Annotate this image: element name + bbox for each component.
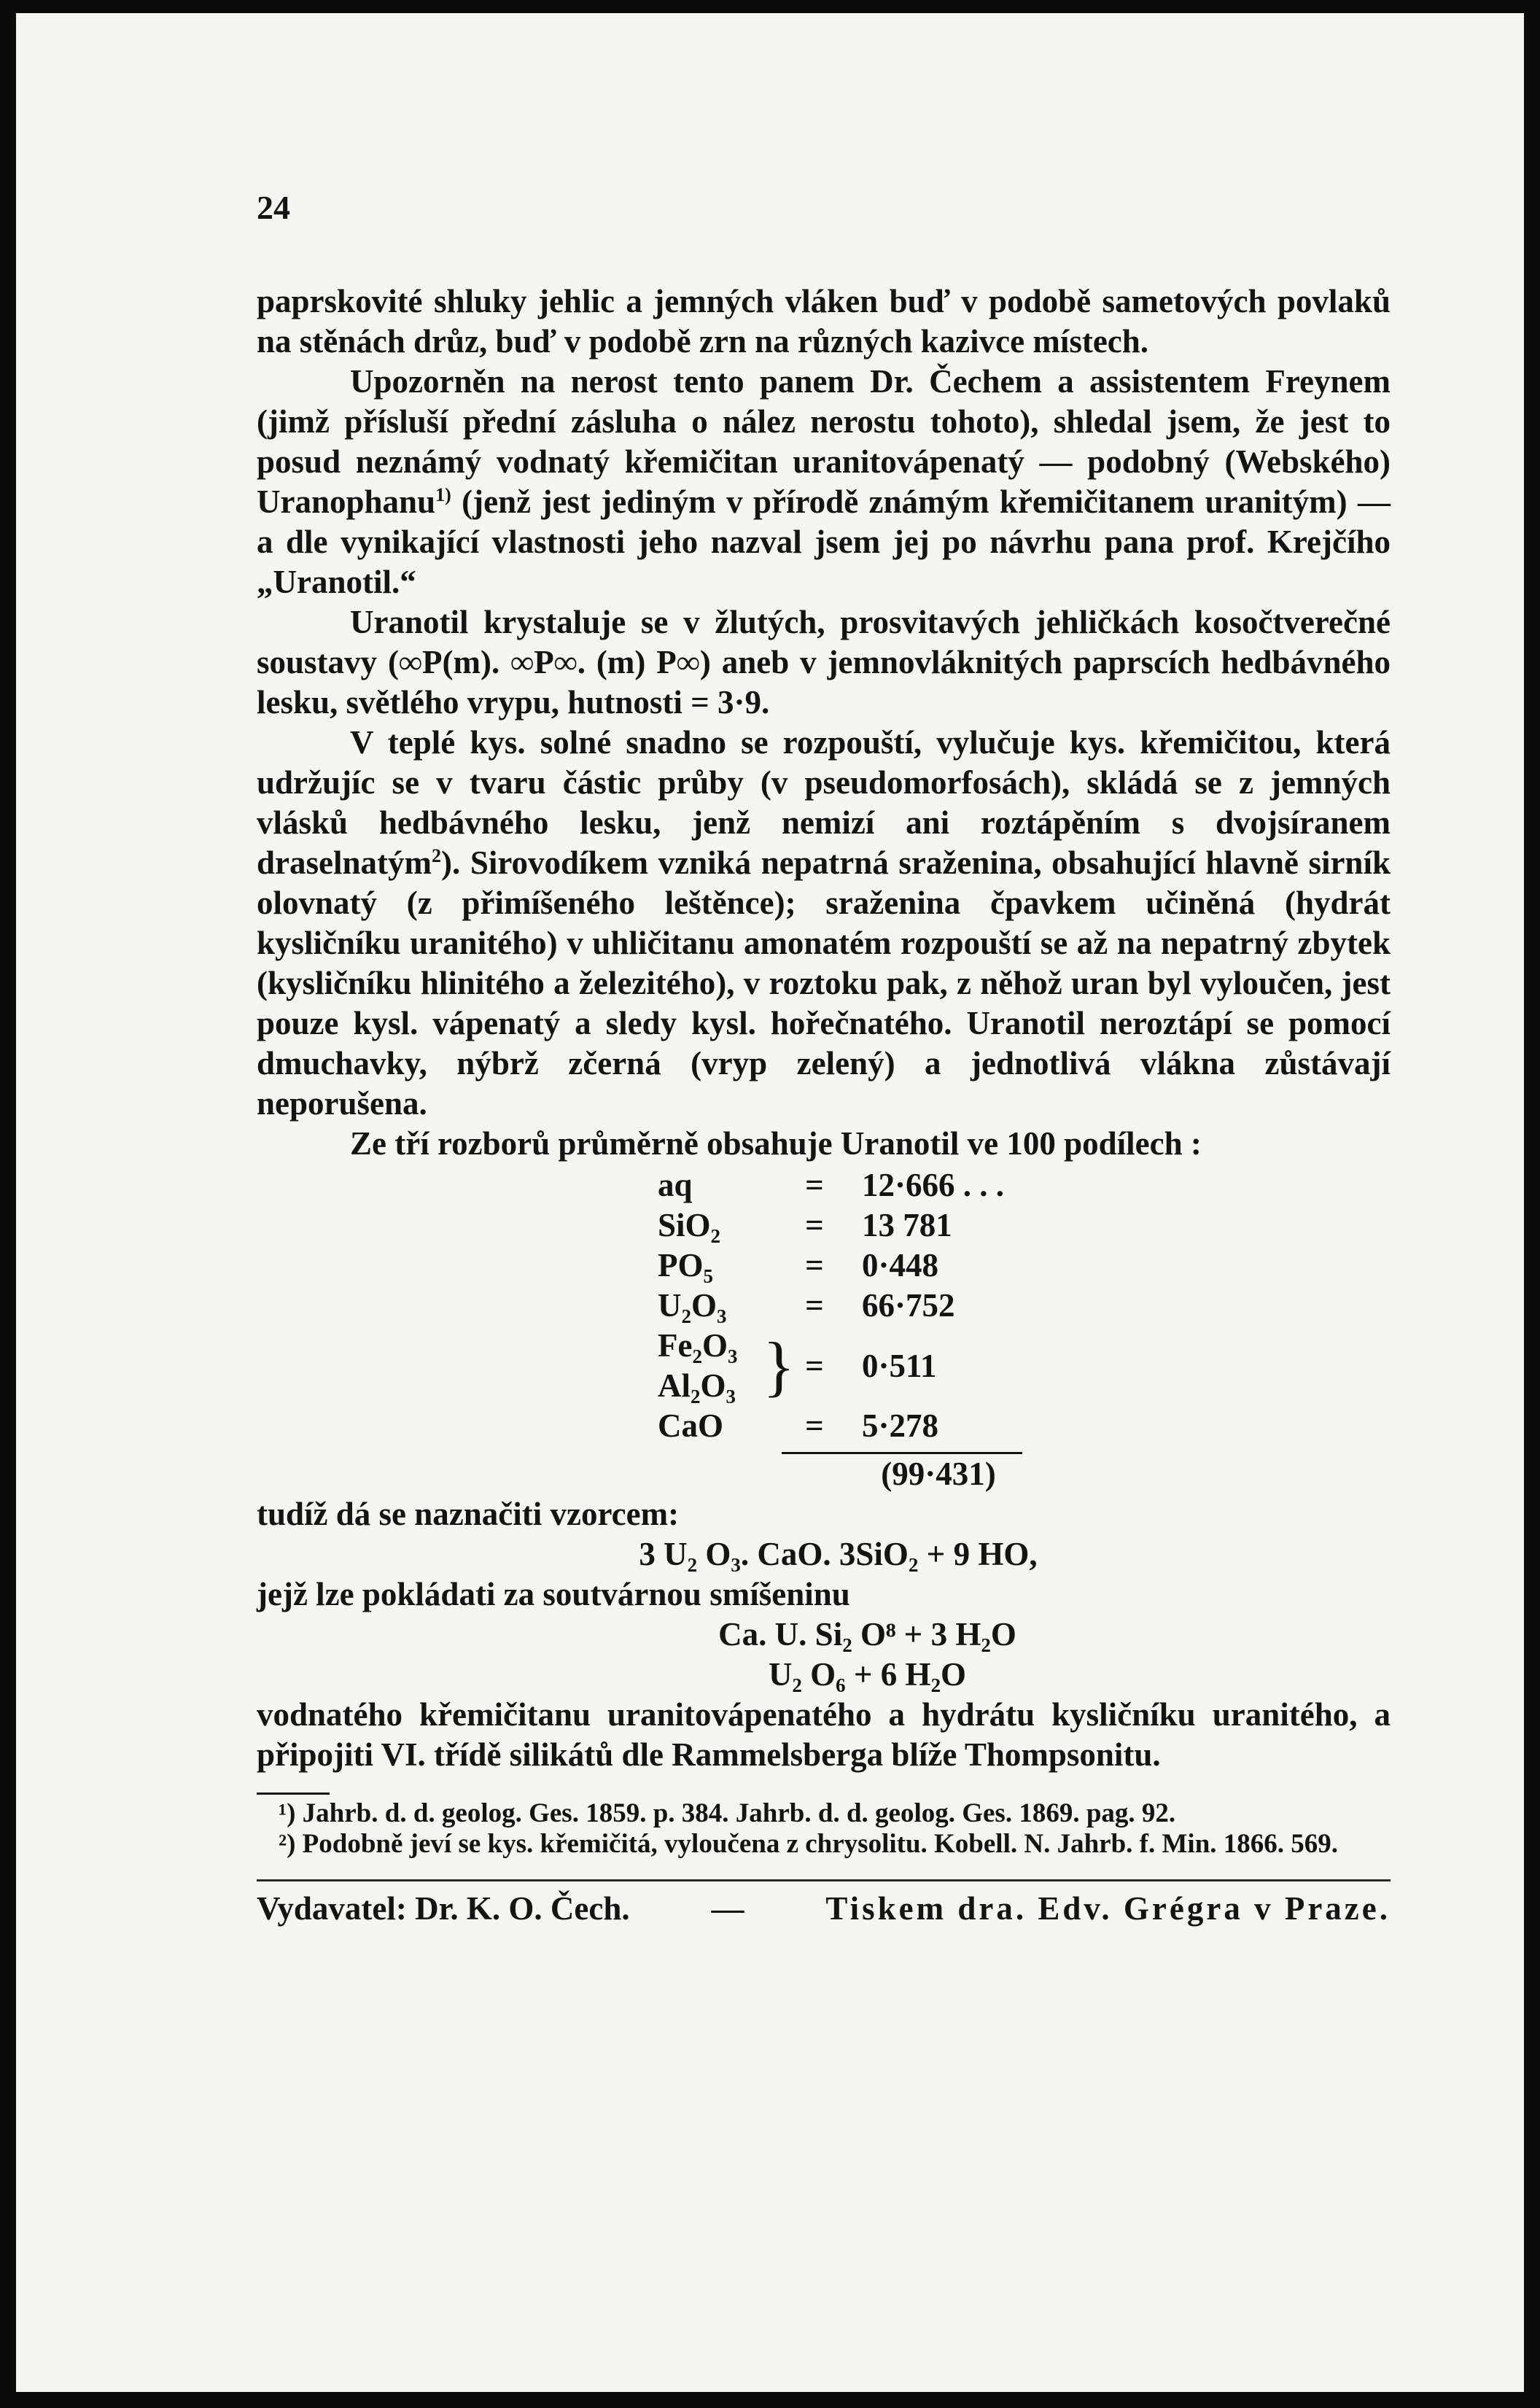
analysis-intro: Ze tří rozborů průměrně obsahuje Uranotil ve 100 podílech : (350, 1125, 1202, 1162)
printer-name: Tiskem dra. Edv. Grégra v Praze. (825, 1890, 1391, 1927)
paragraph-conclusion: vodnatého křemičitanu uranitovápenatého a hydrátu kysličníku uranitého, a připojiti VI. třídě silikátů dle Rammelsberga blíže Thompsonitu. (257, 1696, 1391, 1773)
footnote-ref-2: 2 (432, 845, 441, 866)
analysis-row (658, 1286, 1095, 1326)
analysis-equals: = (805, 1347, 824, 1384)
paragraph-4-part-b: ). Sirovodíkem vzniká nepatrná sraženina, obsahující hlavně sirník olovnatý (z přimíšeného leštěnce); sraženina čpavkem učiněná (hydrát kysličníku uranitého) v uhličitanu amonatém rozpouští se až na nepatrný zbytek (kysličníku hlinitého a železitého), v roztoku pak, z něhož uran byl vyloučen, jest pouze kysl. vápenatý a sledy kysl. hořečnatého. Uranotil neroztápí se pomocí dmuchavky, nýbrž zčerná (vryp zelený) a jednotlivá vlákna zůstávají neporušena. (257, 844, 1391, 1122)
formula-intro: tudíž dá se naznačiti vzorcem: (257, 1496, 680, 1532)
analysis-table (658, 1165, 1095, 1494)
analysis-row (658, 1406, 1095, 1446)
analysis-row (658, 1205, 1095, 1246)
paragraph-4-part-a: V teplé kys. solné snadno se rozpouští, vylučuje kys. křemičitou, která udržujíc se v tvaru částic průby (v pseudomorfosách), skládá se z jemných vlásků hedbávného lesku, jenž nemizí ani roztápěním s dvojsíranem draselnatým (257, 724, 1391, 881)
analysis-total: (99·431) (881, 1456, 996, 1492)
paragraph-4 (257, 723, 1391, 1124)
analysis-row (658, 1246, 1095, 1286)
analysis-equals: = (805, 1207, 824, 1243)
footnote-mark: ¹) (279, 1798, 296, 1828)
analysis-component: PO₅ (658, 1247, 713, 1283)
document-page (16, 13, 1524, 2392)
footnote-text: Jahrb. d. d. geolog. Ges. 1859. p. 384. Jahrb. d. d. geolog. Ges. 1869. pag. 92. (302, 1798, 1176, 1828)
footnote-ref-1: 1) (435, 484, 451, 505)
analysis-row (658, 1165, 1095, 1205)
analysis-equals: = (805, 1167, 824, 1203)
paragraph-3: Uranotil krystaluje se v žlutých, prosvitavých jehličkách kosočtverečné soustavy (∞P(m). ∞P∞. (m) P∞) aneb v jemnovláknitých paprscích hedbávného lesku, světlého vrypu, hutnosti = 3·9. (257, 604, 1391, 721)
brace-symbol: } (763, 1329, 796, 1403)
body-text (257, 281, 1391, 1929)
footnote-divider (257, 1793, 330, 1795)
publisher-name: Vydavatel: Dr. K. O. Čech. (257, 1890, 630, 1927)
analysis-value: 12·666 . . . (862, 1167, 1005, 1203)
analysis-value: 0·448 (862, 1247, 939, 1283)
analysis-value: 66·752 (862, 1287, 955, 1324)
paragraph-2-part-a: Upozorněn na nerost tento panem Dr. Čechem a assistentem Freynem (jimž přísluší přední zásluha o nález nerostu tohoto), shledal jsem, že jest to posud neznámý vodnatý křemičitan uranitovápenatý — podobný (Webského) Uranophanu (257, 363, 1391, 520)
footnote-mark: ²) (279, 1829, 296, 1859)
publisher-divider (257, 1879, 1391, 1881)
paragraph-1: paprskovité shluky jehlic a jemných vláken buď v podobě sametových povlaků na stěnách drůz, buď v podobě zrn na různých kazivce místech. (257, 283, 1391, 360)
publisher-dash: — (711, 1890, 744, 1927)
publisher-line (257, 1889, 1391, 1929)
paragraph-2-part-b: (jenž jest jediným v přírodě známým křemičitanem uranitým) — a dle vynikající vlastnosti jeho nazval jsem jej po návrhu pana prof. Krejčího „Uranotil.“ (257, 483, 1391, 600)
analysis-component: SiO₂ (658, 1207, 721, 1243)
analysis-component: Fe₂O₃ (658, 1327, 738, 1364)
analysis-component: U₂O₃ (658, 1287, 727, 1324)
footnote-1 (257, 1799, 1391, 1828)
page-number: 24 (257, 189, 290, 226)
analysis-component: CaO (658, 1407, 723, 1444)
analysis-equals: = (805, 1247, 824, 1283)
analysis-value: 0·511 (862, 1347, 937, 1384)
formula-mixture-1: Ca. U. Si₂ O⁸ + 3 H₂O (718, 1616, 1016, 1652)
analysis-value: 5·278 (862, 1407, 939, 1444)
analysis-value: 13 781 (862, 1207, 952, 1243)
analysis-grouped-row (658, 1326, 1095, 1406)
formula-mixture-2: U₂ O₆ + 6 H₂O (768, 1656, 967, 1693)
analysis-equals: = (805, 1287, 824, 1324)
analysis-equals: = (805, 1407, 824, 1444)
mixture-intro: jejž lze pokládati za soutvárnou smíšeninu (257, 1576, 850, 1612)
analysis-component: Al₂O₃ (658, 1367, 736, 1404)
formula-main: 3 U₂ O₃. CaO. 3SiO₂ + 9 HO, (639, 1536, 1038, 1572)
footnote-2 (257, 1830, 1391, 1859)
footnote-text: Podobně jeví se kys. křemičitá, vyloučena z chrysolitu. Kobell. N. Jahrb. f. Min. 1866. 569. (302, 1829, 1339, 1859)
analysis-component: aq (658, 1167, 693, 1203)
paragraph-2 (257, 362, 1391, 602)
